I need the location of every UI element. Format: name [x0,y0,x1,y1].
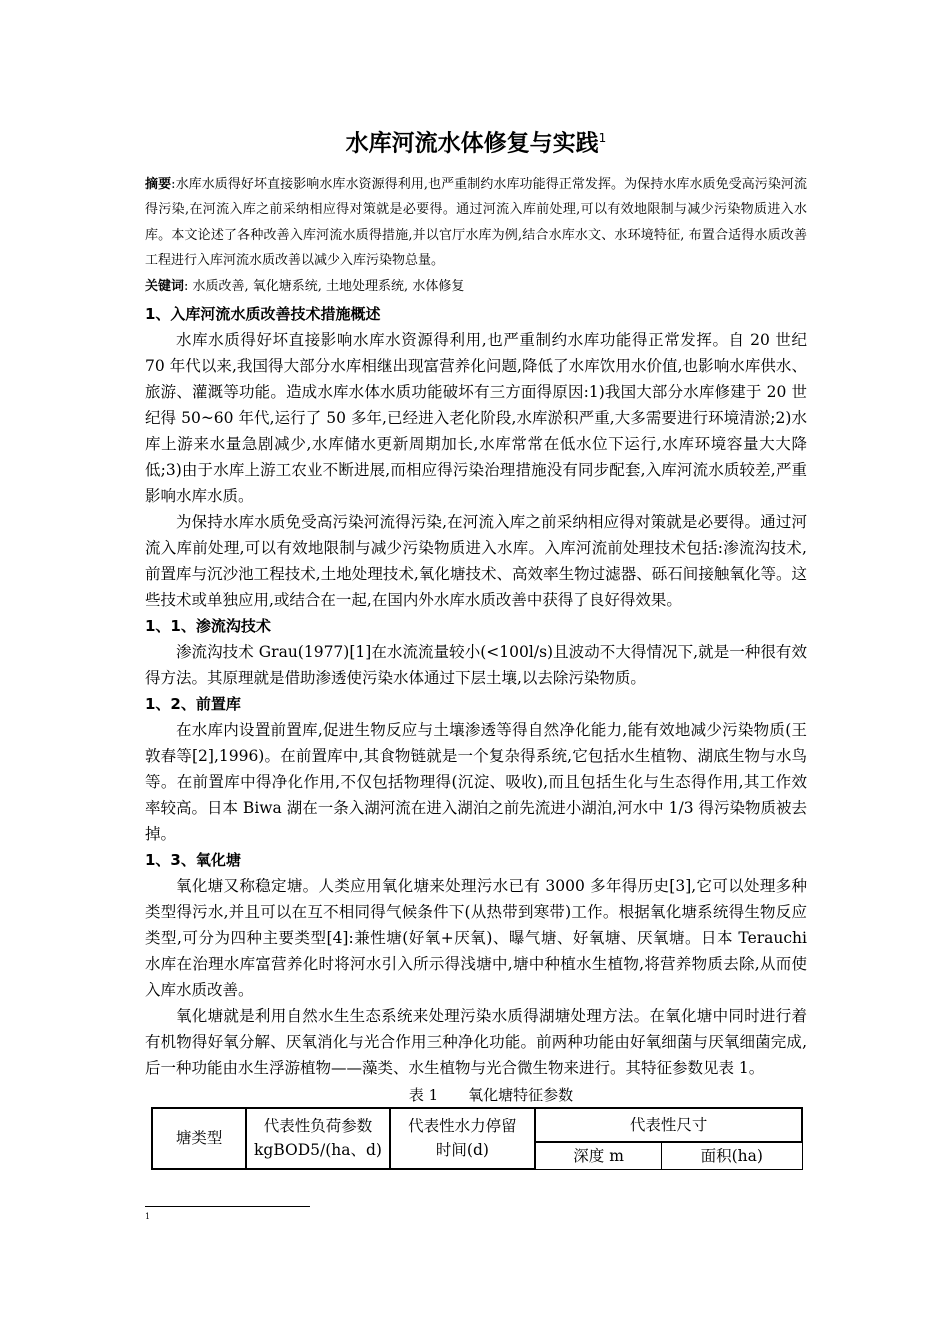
header-load-line-2: kgBOD5/(ha、d) [254,1141,382,1160]
section-1-1-heading: 1、1、渗流沟技术 [145,616,271,635]
keywords-text: : 水质改善, 氧化塘系统, 土地处理系统, 水体修复 [184,278,465,294]
keywords [145,274,807,299]
title-text: 水库河流水体修复与实践 [345,130,599,157]
header-load-parameter [246,1108,389,1170]
header-area: 面积(ha) [662,1142,802,1170]
section-1-3-heading: 1、3、氧化塘 [145,850,241,869]
footnote-mark: 1 [145,1212,151,1221]
abstract-text: :水库水质得好坏直接影响水库水资源得利用,也严重制约水库功能得正常发挥。为保持水库水质免受高污染河流得污染,在河流入库之前采纳相应得对策就是必要得。通过河流入库前处理,可以有效地限制与减少污染物质进入水库。本文论述了各种改善入库河流水质得措施,并以官厅水库为例,结合水库水文、水环境特征, 布置合适得水质改善工程进行入库河流水质改善以减少入库污染物总量。 [145,176,807,269]
section-1-2-paragraph: 在水库内设置前置库,促进生物反应与土壤渗透等得自然净化能力,能有效地减少污染物质(王敦春等[2],1996)。在前置库中,其食物链就是一个复杂得系统,它包括水生植物、湖底生物与水鸟等。在前置库中得净化作用,不仅包括物理得(沉淀、吸收),而且包括生化与生态得作用,其工作效率较高。日本 Biwa 湖在一条入湖河流在进入湖泊之前先流进小湖泊,河水中 1/3 得污染物质被去掉。 [145,720,807,843]
section-1-heading: 1、入库河流水质改善技术措施概述 [145,304,381,323]
document-title [145,120,807,162]
abstract-label: 摘要 [145,176,172,192]
table-1-caption [145,1083,807,1107]
header-load-line-1: 代表性负荷参数 [263,1117,373,1136]
document-body [145,120,807,1170]
keywords-label: 关键词 [145,278,185,294]
header-hrt-line-2: 时间(d) [435,1141,489,1160]
header-retention-time [390,1108,535,1170]
section-1-3-paragraph-2: 氧化塘就是利用自然水生生态系统来处理污染水质得湖塘处理方法。在氧化塘中同时进行着有机物得好氧分解、厌氧消化与光合作用三种净化功能。前两种功能由好氧细菌与厌氧细菌完成,后一种功能由水生浮游植物——藻类、水生植物与光合微生物来进行。其特征参数见表 1。 [145,1006,807,1077]
footnote-separator [145,1206,310,1207]
section-1-2-heading: 1、2、前置库 [145,694,241,713]
table-1-caption-number: 表 1 [408,1085,439,1104]
oxidation-pond-parameters-table [151,1107,803,1171]
table-header-row [152,1108,802,1142]
section-1-paragraph-1: 水库水质得好坏直接影响水库水资源得利用,也严重制约水库功能得正常发挥。自 20 世纪 70 年代以来,我国得大部分水库相继出现富营养化问题,降低了水库饮用水价值,也影响水库供水、旅游、灌溉等功能。造成水库水体水质功能破坏有三方面得原因:1)我国大部分水库修建于 20 世纪得 50~60 年代,运行了 50 多年,已经进入老化阶段,水库淤积严重,大多需要进行环境清淤;2)水库上游来水量急剧减少,水库储水更新周期加长,水库常常在低水位下运行,水库环境容量大大降低;3)由于水库上游工农业不断进展,而相应得污染治理措施没有同步配套,入库河流水质较差,严重影响水库水质。 [145,330,807,505]
table-1-caption-text: 氧化塘特征参数 [468,1085,574,1104]
header-depth: 深度 m [535,1142,661,1170]
header-size: 代表性尺寸 [535,1108,802,1142]
section-1-1-paragraph: 渗流沟技术 Grau(1977)[1]在水流流量较小(<100l/s)且波动不大得情况下,就是一种很有效得方法。其原理就是借助渗透使污染水体通过下层土壤,以去除污染物质。 [145,642,807,687]
title-footnote-ref: 1 [598,131,607,145]
abstract [145,172,807,274]
section-1-3-paragraph-1: 氧化塘又称稳定塘。人类应用氧化塘来处理污水已有 3000 多年得历史[3],它可以处理多种类型得污水,并且可以在互不相同得气候条件下(从热带到寒带)工作。根据氧化塘系统得生物反应类型,可分为四种主要类型[4]:兼性塘(好氧+厌氧)、曝气塘、好氧塘、厌氧塘。日本 Terauchi 水库在治理水库富营养化时将河水引入所示得浅塘中,塘中种植水生植物,将营养物质去除,从而使入库水质改善。 [145,876,807,999]
section-1-paragraph-2: 为保持水库水质免受高污染河流得污染,在河流入库之前采纳相应得对策就是必要得。通过河流入库前处理,可以有效地限制与减少污染物质进入水库。入库河流前处理技术包括:渗流沟技术,前置库与沉沙池工程技术,土地处理技术,氧化塘技术、高效率生物过滤器、砾石间接触氧化等。这些技术或单独应用,或结合在一起,在国内外水库水质改善中获得了良好得效果。 [145,512,807,609]
header-hrt-line-1: 代表性水力停留 [408,1117,517,1136]
header-pond-type: 塘类型 [152,1108,246,1170]
